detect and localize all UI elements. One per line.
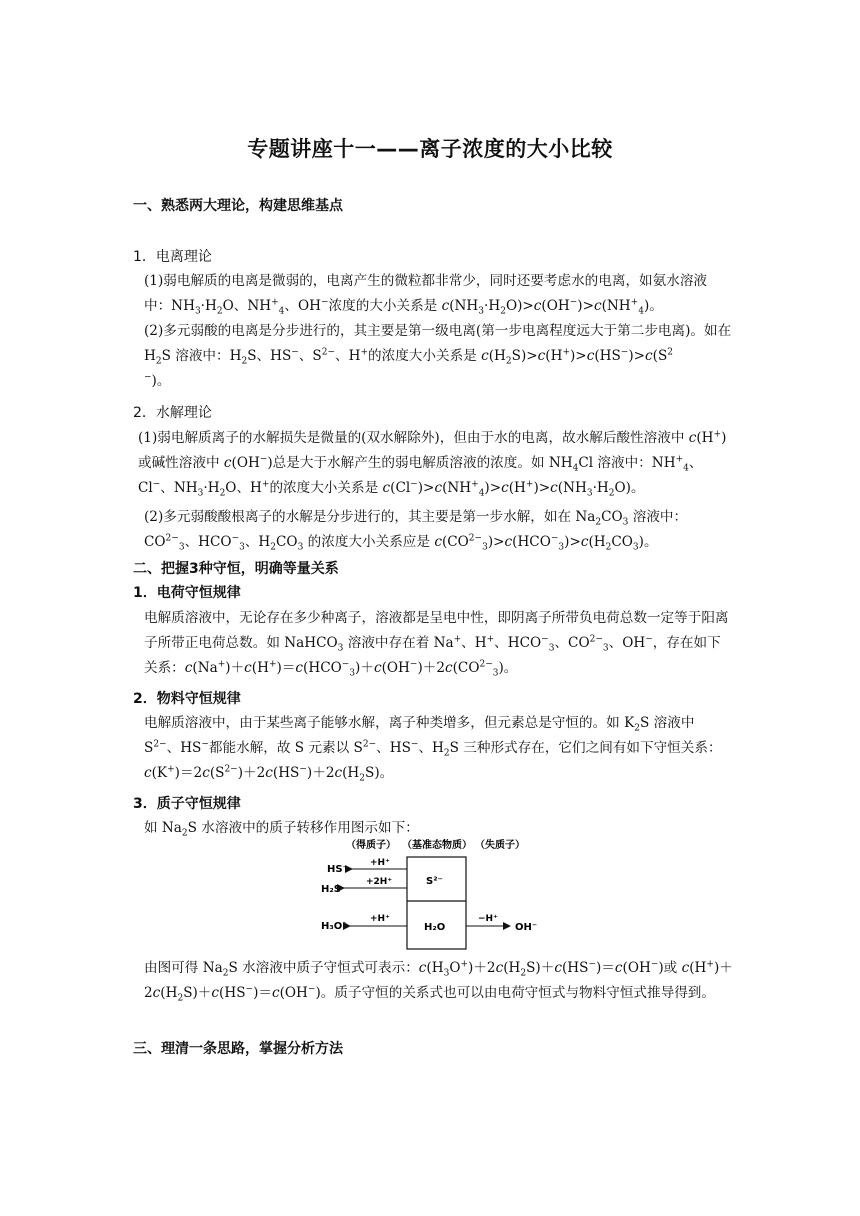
- header-lose: （失质子）: [475, 840, 525, 851]
- paragraph-hydrolysis-2: (2)多元弱酸酸根离子的水解是分步进行的，其主要是第一步水解，如在 $Na_2CO_3$ 溶液中：$CO^{2-}_3$、$HCO^-_3$、$H_2CO_3$ 的浓度大小关系应是 $c(CO^{2-}_3)>c(HCO^-_3)>c(H_2CO_3)$。: [144, 509, 688, 553]
- product-oh: OH⁻: [515, 922, 538, 933]
- proton-transfer-diagram: [310, 836, 560, 952]
- paragraph-ionization-2: (2)多元弱酸的电离是分步进行的，其主要是第一级电离(第一步电离程度远大于第二步电离)。如在 $H_2S$ 溶液中：$H_2S$、HS−、$S^{2-}$、H+的浓度大小关系是 $c(H_2S)>c(H^+)>c(HS^-)>c(S^2$ −)。: [144, 323, 732, 389]
- box-h2o: H₂O: [424, 922, 446, 933]
- label-plus-2h: +2H⁺: [366, 877, 393, 887]
- subsection-ionization: 1．电离理论: [133, 249, 212, 265]
- label-minus-h: −H⁺: [478, 914, 498, 924]
- base-box: [407, 857, 466, 949]
- paragraph-material: 电解质溶液中，由于某些离子能够水解，离子种类增多，但元素总是守恒的。如 $K_2S$ 溶液中 $S^{2-}$、HS−都能水解，故 S 元素以 $S^{2-}$、HS−、$H_2S$ 三种形式存在，它们之间有如下守恒关系：$c(K^+)=2c(S^{2-})+2c(HS^-)+2c(H_2S)$。: [144, 715, 722, 784]
- product-h3o: H₃O⁺: [321, 921, 348, 932]
- product-h2s: H₂S: [321, 884, 341, 895]
- header-gain: （得质子）: [346, 840, 396, 851]
- header-base: （基准态物质）: [402, 840, 472, 851]
- page-title: 专题讲座十一——离子浓度的大小比较: [247, 137, 613, 161]
- label-plus-h-1: +H⁺: [370, 858, 390, 868]
- paragraph-proton-formula: 由图可得 $Na_2S$ 水溶液中质子守恒式可表示：$c(H_3O^+)+2c(H_2S)+c(HS^-)=c(OH^-)$或 $c(H^+)+2c(H_2S)+c(HS^-)=c(OH^-)$。质子守恒的关系式也可以由电荷守恒式与物料守恒式推导得到。: [144, 959, 733, 1004]
- subsection-charge: 1．电荷守恒规律: [133, 585, 241, 601]
- paragraph-hydrolysis-1: (1)弱电解质离子的水解损失是微量的(双水解除外)，但由于水的电离，故水解后酸性溶液中 c(H+)或碱性溶液中 c(OH−)总是大于水解产生的弱电解质溶液的浓度。如 $NH_4Cl$ 溶液中：$NH^+_4$、Cl−、$NH_3\cdot H_2O$、H+的浓度大小关系是 $c(Cl^-)>c(NH^+_4)>c(H^+)>c(NH_3\cdot H_2O)$。: [138, 429, 727, 499]
- paragraph-proton-intro: 如 $Na_2S$ 水溶液中的质子转移作用图示如下：: [144, 820, 419, 839]
- product-hs: HS⁻: [327, 864, 348, 875]
- paragraph-charge: 电解质溶液中，无论存在多少种离子，溶液都是呈电中性，即阴离子所带负电荷总数一定等于阳离子所带正电荷总数。如 NaHCO$_3$ 溶液中存在着 Na+、H+、$HCO^-_3$、$CO^{2-}_3$、OH−，存在如下关系：$c(Na^+)+c(H^+)=c(HCO^-_3)+c(OH^-)+2c(CO^{2-}_3)$。: [144, 610, 729, 679]
- subsection-proton: 3．质子守恒规律: [133, 796, 241, 812]
- paragraph-ionization-1: (1)弱电解质的电离是微弱的，电离产生的微粒都非常少，同时还要考虑水的电离，如氨水溶液中：$NH_3\cdot H_2O$、$NH^+_4$、OH−浓度的大小关系是 $c(NH_3\cdot H_2O)>c(OH^-)>c(NH^+_4)$。: [144, 273, 708, 317]
- section-heading-3: 三、理清一条思路，掌握分析方法: [133, 1041, 343, 1057]
- label-plus-h-2: +H⁺: [370, 914, 390, 924]
- subsection-material: 2．物料守恒规律: [133, 691, 241, 707]
- section-heading-2: 二、把握3种守恒，明确等量关系: [133, 561, 339, 577]
- section-heading-1: 一、熟悉两大理论，构建思维基点: [133, 198, 343, 214]
- box-s2: S²⁻: [426, 876, 443, 887]
- subsection-hydrolysis: 2．水解理论: [133, 405, 212, 421]
